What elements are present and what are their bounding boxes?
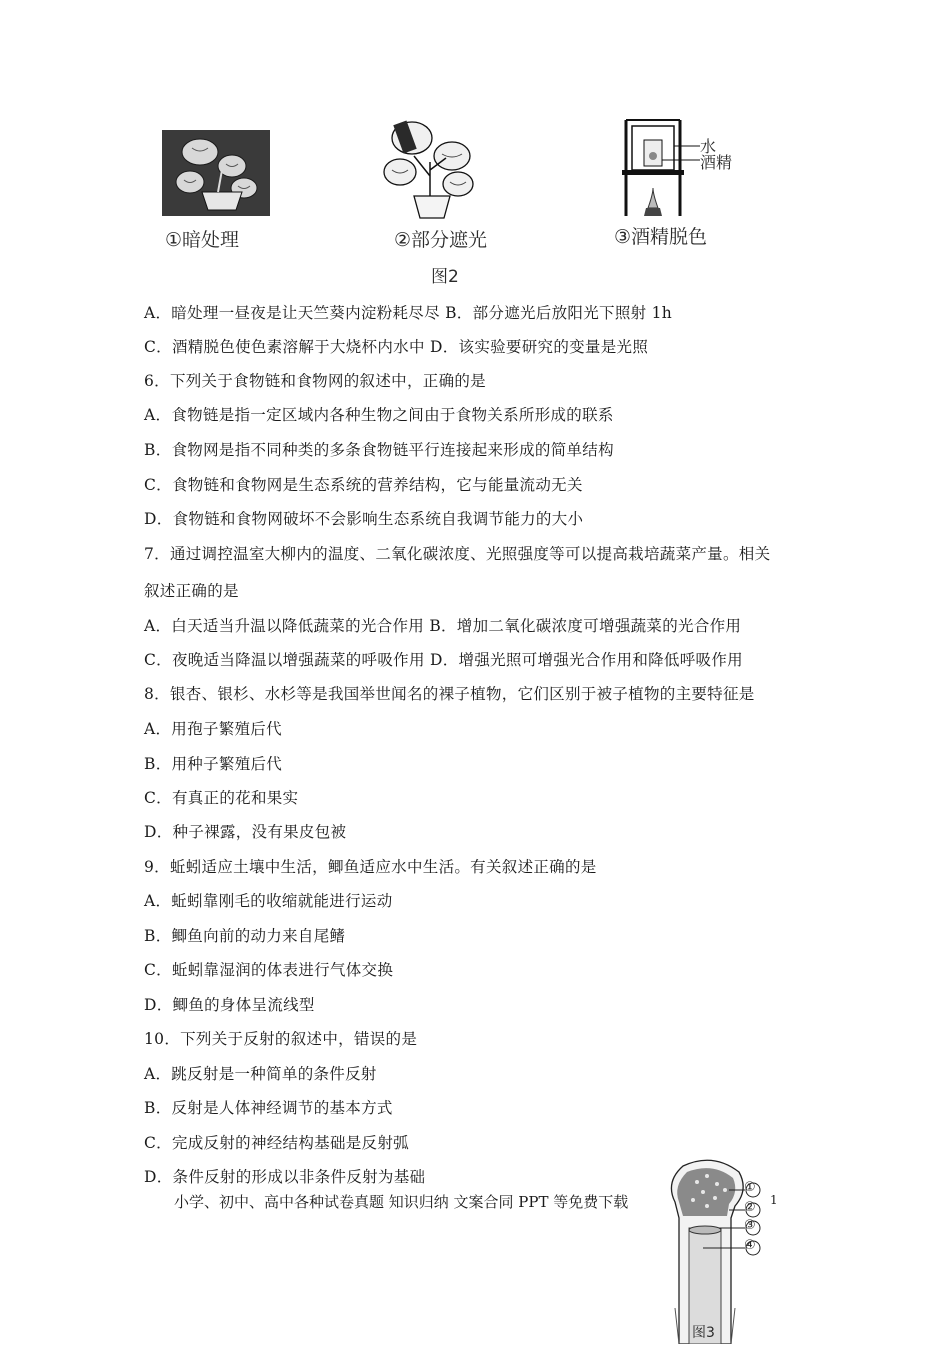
figure2-panel-label: ③酒精脱色	[614, 226, 708, 248]
shaded-leaf-plant-icon	[380, 116, 480, 220]
question-stem: 7．通过调控温室大柳内的温度、二氧化碳浓度、光照强度等可以提高栽培蔬菜产量。相关	[144, 545, 771, 563]
figure2-panel-partial-shading	[380, 116, 480, 220]
option-line: D．种子裸露，没有果皮包被	[144, 823, 347, 841]
option-line: A．跳反射是一种简单的条件反射	[144, 1065, 377, 1083]
option-line: B．鲫鱼向前的动力来自尾鳍	[144, 927, 346, 945]
option-line: A．食物链是指一定区域内各种生物之间由于食物关系所形成的联系	[144, 406, 614, 424]
figure2-panel-label: ②部分遮光	[394, 229, 488, 251]
figure3-callout-3: ③	[744, 1218, 756, 1233]
question-stem: 6．下列关于食物链和食物网的叙述中，正确的是	[144, 372, 486, 390]
option-line: B．食物网是指不同种类的多条食物链平行连接起来形成的简单结构	[144, 441, 614, 459]
page-footer-tail: 1	[770, 1193, 778, 1207]
figure2-caption: 图2	[431, 267, 459, 287]
option-line: C．完成反射的神经结构基础是反射弧	[144, 1134, 409, 1152]
question-stem: 10．下列关于反射的叙述中，错误的是	[144, 1030, 418, 1048]
question-stem: 9．蚯蚓适应土壤中生活，鲫鱼适应水中生活。有关叙述正确的是	[144, 858, 597, 876]
figure3-callout-2: ②	[744, 1200, 756, 1215]
text-line: A．暗处理一昼夜是让天竺葵内淀粉耗尽尽 B．部分遮光后放阳光下照射 1h	[144, 304, 673, 322]
option-line: B．用种子繁殖后代	[144, 755, 283, 773]
option-line: B．反射是人体神经调节的基本方式	[144, 1099, 393, 1117]
figure2-panel-dark-treatment	[162, 130, 270, 216]
question-stem: 8．银杏、银杉、水杉等是我国举世闻名的裸子植物，它们区别于被子植物的主要特征是	[144, 685, 755, 703]
option-line: D．条件反射的形成以非条件反射为基础	[144, 1168, 426, 1186]
option-line: D．鲫鱼的身体呈流线型	[144, 996, 315, 1014]
option-line: A．白天适当升温以降低蔬菜的光合作用 B．增加二氧化碳浓度可增强蔬菜的光合作用	[144, 617, 742, 635]
figure3-callout-4: ④	[744, 1238, 756, 1253]
option-line: D．食物链和食物网破坏不会影响生态系统自我调节能力的大小	[144, 510, 584, 528]
figure3-callout-1: ①	[744, 1180, 756, 1195]
question-stem-continued: 叙述正确的是	[144, 582, 239, 600]
text-line: C．酒精脱色使色素溶解于大烧杯内水中 D．该实验要研究的变量是光照	[144, 338, 649, 356]
option-line: A．蚯蚓靠刚毛的收缩就能进行运动	[144, 892, 393, 910]
beaker-label-alcohol: 酒精	[700, 153, 733, 172]
figure2-panel-label: ①暗处理	[165, 229, 240, 251]
option-line: C．食物链和食物网是生态系统的营养结构，它与能量流动无关	[144, 476, 583, 494]
option-line: A．用孢子繁殖后代	[144, 720, 282, 738]
option-line: C．夜晚适当降温以增强蔬菜的呼吸作用 D．增强光照可增强光合作用和降低呼吸作用	[144, 651, 743, 669]
page-footer: 小学、初中、高中各种试卷真题 知识归纳 文案合同 PPT 等免费下载	[174, 1193, 629, 1211]
option-line: C．蚯蚓靠湿润的体表进行气体交换	[144, 961, 394, 979]
beaker-label-water: 水	[700, 137, 717, 156]
dark-box-plant-icon	[162, 130, 270, 216]
figure3-caption: 图3	[692, 1325, 715, 1341]
option-line: C．有真正的花和果实	[144, 789, 299, 807]
